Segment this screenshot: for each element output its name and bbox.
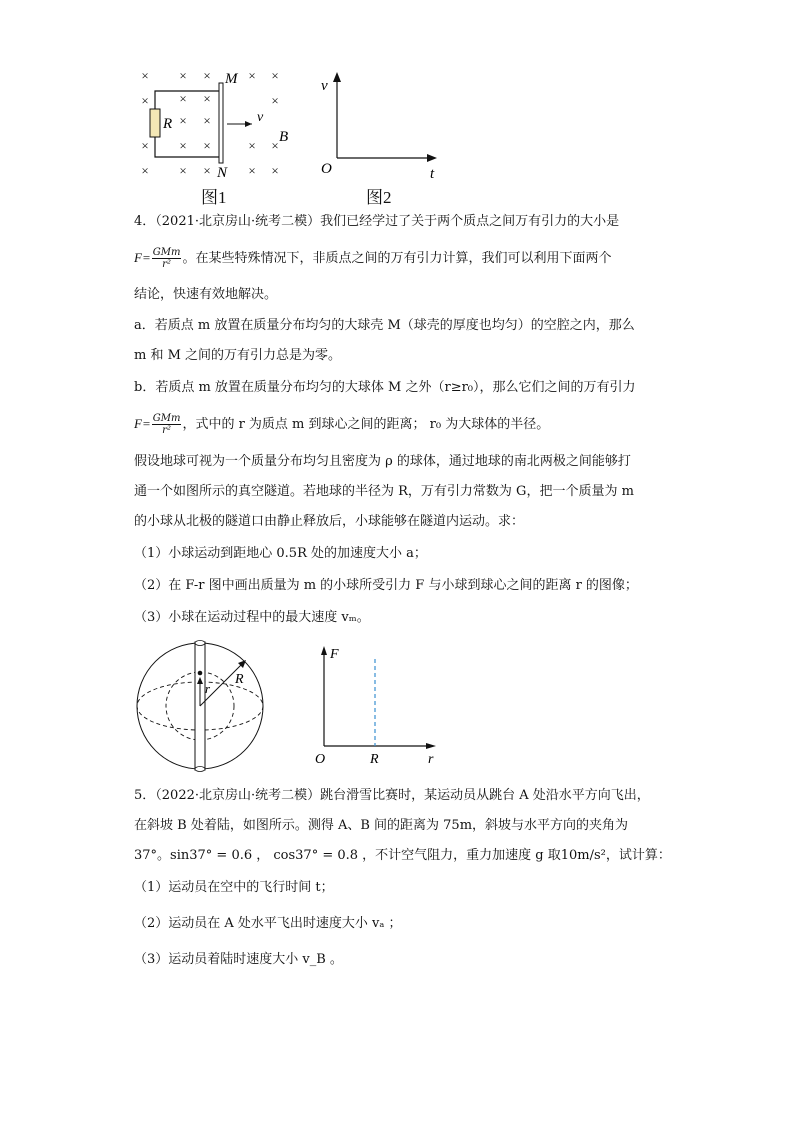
formula-fraction: $\frac{\text{GMm}}{\text{r²}}$ [152,413,181,436]
field-cross: × [141,93,149,108]
field-cross: × [141,138,149,153]
axis-label-v: v [321,78,328,94]
label-r: r [205,681,211,696]
field-cross: × [203,68,211,83]
figure-2-caption: 图2 [366,188,392,207]
q4-sub-2: （2）在 F-r 图中画出质量为 m 的小球所受引力 F 与小球到球心之间的距离 r 的图像； [134,578,638,593]
axis-label-r: r [428,752,434,767]
label-R: R [235,672,244,687]
field-cross: × [141,68,149,83]
label-M: M [225,71,238,87]
field-cross: × [179,91,187,106]
q4-line-1: 4．（2021·北京房山·统考二模）我们已经学过了关于两个质点之间万有引力的大小是 [134,214,620,229]
label-R: R [163,116,173,132]
axis-label-F: F [330,647,339,662]
q4-line-3: 结论，快速有效地解决。 [134,287,278,302]
q5-sub-2: （2）运动员在 A 处水平飞出时速度大小 vₐ ； [134,916,402,931]
field-cross: × [271,163,279,178]
field-cross: × [248,163,256,178]
axis-label-t: t [430,166,435,180]
origin-label: O [315,752,326,767]
field-cross: × [248,138,256,153]
ball [198,671,203,676]
q4-case-b-1: b．若质点 m 放置在质量分布均匀的大球体 M 之外（r≥r₀），那么它们之间的万有引力 [134,380,636,395]
q5-sub-1: （1）运动员在空中的飞行时间 t； [134,880,334,895]
field-cross: × [179,138,187,153]
field-cross: × [179,113,187,128]
formula-fraction: $\frac{\text{GMm}}{\text{r²}}$ [152,247,181,270]
field-cross: × [271,138,279,153]
q4-line-2: F= $\frac{\text{GMm}}{\text{r²}}$ 。在某些特殊情况下，非质点之间的万有引力计算，我们可以利用下面两个 [134,247,612,270]
label-v: v [257,110,264,125]
field-cross: × [203,91,211,106]
q5-line-3: 37°。sin37° = 0.6 ， cos37° = 0.8 ，不计空气阻力，重力加速度 g 取10m/s²，试计算： [134,848,671,863]
q5-line-1: 5．（2022·北京房山·统考二模）跳台滑雪比赛时，某运动员从跳台 A 处沿水平方向飞出， [134,788,650,803]
figure-1-caption: 图1 [201,188,227,207]
field-cross: × [203,138,211,153]
q4-case-a-1: a．若质点 m 放置在质量分布均匀的大球壳 M（球壳的厚度也均匀）的空腔之内，那么 [134,318,635,333]
field-cross: × [141,163,149,178]
field-cross: × [203,163,211,178]
resistor [150,109,160,137]
field-cross: × [271,68,279,83]
field-cross: × [271,93,279,108]
q4-case-a-2: m 和 M 之间的万有引力总是为零。 [134,348,342,363]
q4-sub-1: （1）小球运动到距地心 0.5R 处的加速度大小 a； [134,546,427,561]
q4-para-2: 通一个如图所示的真空隧道。若地球的半径为 R，万有引力常数为 G，把一个质量为 m [134,484,634,499]
q4-case-b-2: F= $\frac{\text{GMm}}{\text{r²}}$ ，式中的 r 为质点 m 到球心之间的距离； r₀ 为大球体的半径。 [134,413,550,436]
field-cross: × [179,68,187,83]
figure-3-earth-tunnel [135,638,270,774]
figure-1-circuit [135,65,295,180]
q5-line-2: 在斜坡 B 处着陆，如图所示。测得 A、B 间的距离为 75m，斜坡与水平方向的夹角为 [134,818,629,833]
figure-2-vt-axes [315,70,450,180]
metal-rod-MN [219,83,223,163]
field-cross: × [248,68,256,83]
label-B: B [279,129,289,145]
tick-label-R: R [370,752,379,767]
field-cross: × [179,163,187,178]
field-cross: × [203,113,211,128]
q4-sub-3: （3）小球在运动过程中的最大速度 vₘ。 [134,610,370,625]
figure-4-Fr-axes [312,643,447,768]
origin-label: O [321,161,332,177]
q4-para-1: 假设地球可视为一个质量分布均匀且密度为 ρ 的球体，通过地球的南北两极之间能够打 [134,454,631,469]
label-N: N [217,165,228,180]
q4-para-3: 的小球从北极的隧道口由静止释放后，小球能够在隧道内运动。求： [134,514,525,529]
q5-sub-3: （3）运动员着陆时速度大小 v_B 。 [134,952,343,967]
